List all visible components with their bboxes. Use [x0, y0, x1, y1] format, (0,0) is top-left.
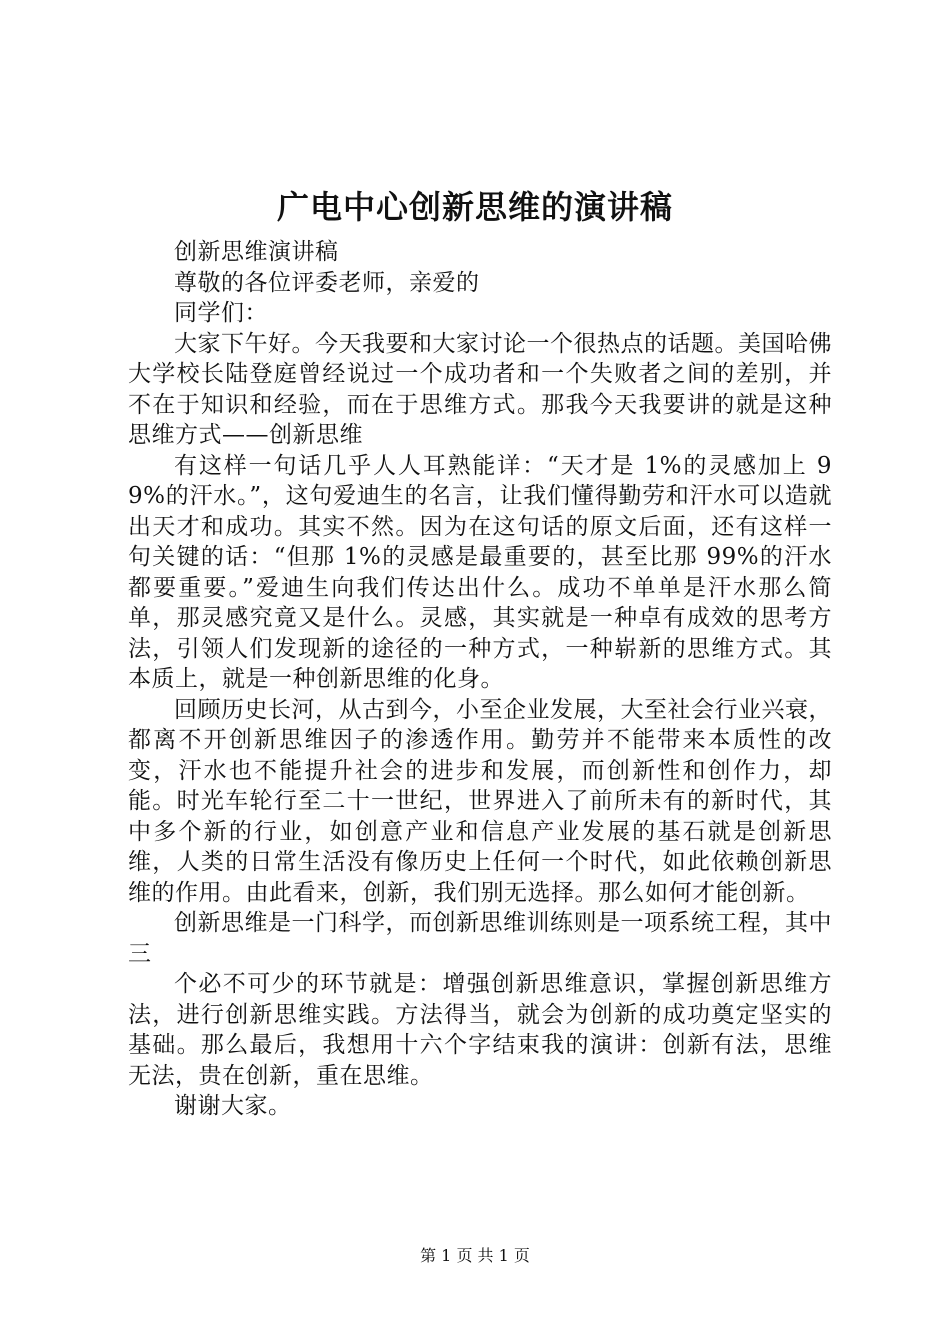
- paragraph-science: 创新思维是一门科学，而创新思维训练则是一项系统工程，其中三: [128, 910, 832, 967]
- paragraph-conclusion: 个必不可少的环节就是：增强创新思维意识，掌握创新思维方法，进行创新思维实践。方法得当，就会为创新的成功奠定坚实的基础。那么最后，我想用十六个字结束我的演讲：创新有法，思维无法，贵在创新，重在思维。: [128, 971, 832, 1089]
- page-footer: 第 1 页 共 1 页: [420, 1246, 530, 1265]
- paragraph-history: 回顾历史长河，从古到今，小至企业发展，大至社会行业兴衰，都离不开创新思维因子的渗透作用。勤劳并不能带来本质性的改变，汗水也不能提升社会的进步和发展，而创新性和创作力，却能。时光车轮行至二十一世纪，世界进入了前所未有的新时代，其中多个新的行业，如创意产业和信息产业发展的基石就是创新思维，人类的日常生活没有像历史上任何一个时代，如此依赖创新思维的作用。由此看来，创新，我们别无选择。那么如何才能创新。: [128, 696, 832, 906]
- paragraph-thanks: 谢谢大家。: [174, 1093, 292, 1119]
- paragraph-salutation: 尊敬的各位评委老师，亲爱的: [174, 269, 480, 296]
- paragraph-salutation-continued: 同学们：: [174, 300, 268, 326]
- paragraph-opening: 大家下午好。今天我要和大家讨论一个很热点的话题。美国哈佛大学校长陆登庭曾经说过一个成功者和一个失败者之间的差别，并不在于知识和经验，而在于思维方式。那我今天我要讲的就是这种思维方式——创新思维: [128, 330, 832, 448]
- document-body: [128, 237, 832, 1122]
- paragraph-edison-quote: 有这样一句话几乎人人耳熟能详：“天才是 1%的灵感加上 99%的汗水。”，这句爱迪生的名言，让我们懂得勤劳和汗水可以造就出天才和成功。其实不然。因为在这句话的原文后面，还有这样一句关键的话：“但那 1%的灵感是最重要的，甚至比那 99%的汗水都要重要。”爱迪生向我们传达出什么。成功不单单是汗水那么简单，那灵感究竟又是什么。灵感，其实就是一种卓有成效的思考方法，引领人们发现新的途径的一种方式，一种崭新的思维方式。其本质上，就是一种创新思维的化身。: [128, 452, 832, 692]
- paragraph-subtitle: 创新思维演讲稿: [174, 239, 339, 265]
- document-title: 广电中心创新思维的演讲稿: [276, 188, 673, 226]
